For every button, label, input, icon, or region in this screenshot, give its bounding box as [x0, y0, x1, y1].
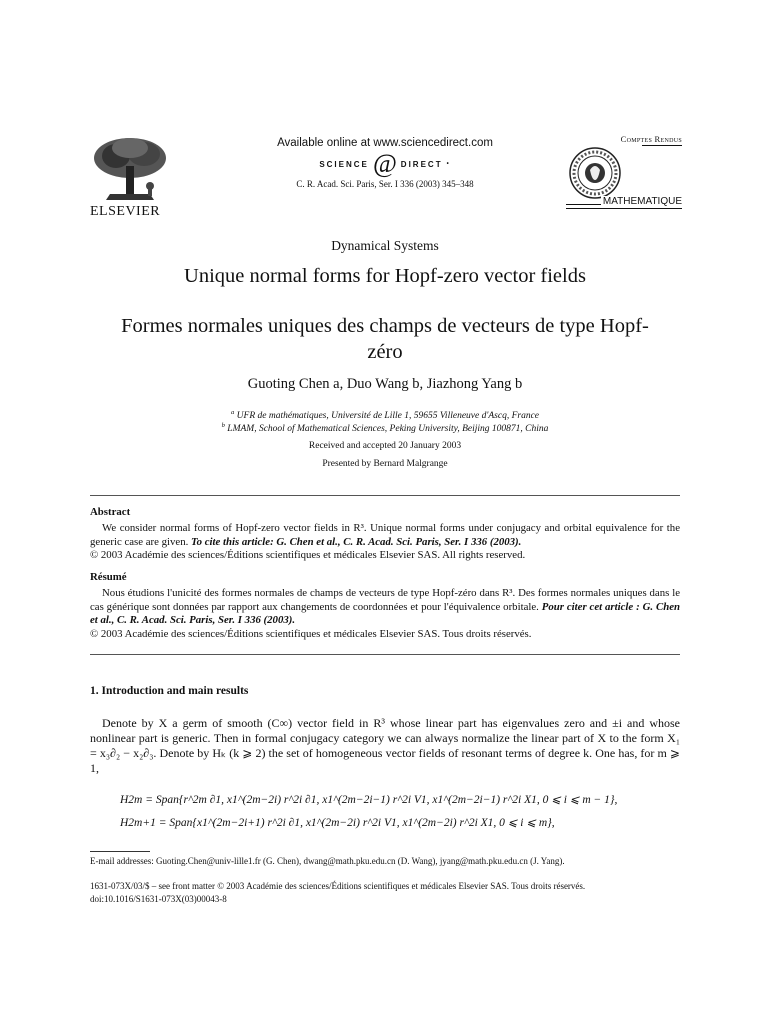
resume-copyright: © 2003 Académie des sciences/Éditions scientifiques et médicales Elsevier SAS. Tous droits réservés.	[90, 627, 532, 640]
affiliation-a	[0, 409, 770, 421]
resume-text: Nous étudions l'unicité des formes normales de champs de vecteurs de type Hopf-zéro dans R³. Des formes normales uniques dans le cas générique sont données par rapport aux changements de coordonnées et pour l'équivalence orbitale.	[90, 587, 680, 613]
journal-reference: C. R. Acad. Sci. Paris, Ser. I 336 (2003) 345–348	[296, 179, 474, 189]
resume-heading: Résumé	[90, 571, 127, 583]
intro-heading: 1. Introduction and main results	[90, 685, 249, 697]
email-footnote: E-mail addresses: Guoting.Chen@univ-lille1.fr (G. Chen), dwang@math.pku.edu.cn (D. Wang), jyang@math.pku.edu.cn (J. Yang).	[90, 856, 565, 866]
journal-logo	[566, 136, 682, 214]
issn-line: 1631-073X/03/$ – see front matter © 2003 Académie des sciences/Éditions scientifiques et médicales Elsevier SAS. Tous droits réservés.	[90, 881, 586, 891]
affiliation-b-mark: b	[221, 422, 225, 429]
presented-by: Presented by Bernard Malgrange	[322, 459, 448, 469]
abstract-text: We consider normal forms of Hopf-zero vector fields in R³. Unique normal forms under conjugacy and orbital equivalence for the generic case are given.	[90, 522, 680, 548]
affiliation-b-text: LMAM, School of Mathematical Sciences, Peking University, Beijing 100871, China	[227, 424, 549, 435]
publisher-name: ELSEVIER	[90, 204, 161, 219]
intro-paragraph: Denote by X a germ of smooth (C∞) vector field in R³ whose linear part has eigenvalues zero and ±i and whose nonlinear part is generic. Then in formal conjugacy category we can always normalize the linear part of X to the form X₁ = x₃∂₂ − x₂∂₃. Denote by Hₖ (k ⩾ 2) the set of homogeneous vector fields of resonant terms of degree k. One has, for m ⩾ 1,	[90, 716, 680, 775]
received-date: Received and accepted 20 January 2003	[308, 441, 462, 451]
equation-h2m: H2m = Span{r^2m ∂1, x1^(2m−2i) r^2i ∂1, x1^(2m−2i−1) r^2i V1, x1^(2m−2i−1) r^2i X1, 0 ⩽ i ⩽ m − 1},	[120, 794, 618, 806]
authors: Guoting Chen a, Duo Wang b, Jiazhong Yang b	[247, 376, 523, 392]
affiliation-b	[0, 422, 770, 434]
abstract-cite: To cite this article: G. Chen et al., C. R. Acad. Sci. Paris, Ser. I 336 (2003).	[191, 535, 522, 548]
affiliation-a-text: UFR de mathématiques, Université de Lille 1, 59655 Villeneuve d'Ascq, France	[236, 411, 540, 422]
divider-top	[90, 495, 680, 496]
science-word: SCIENCE	[319, 159, 369, 169]
elsevier-tree-icon	[90, 136, 170, 202]
academie-seal-icon	[568, 146, 622, 200]
footnote-rule	[90, 851, 150, 852]
title-french: Formes normales uniques des champs de vecteurs de type Hopf-zéro	[121, 315, 649, 363]
abstract-copyright: © 2003 Académie des sciences/Éditions scientifiques et médicales Elsevier SAS. All rights reserved.	[90, 549, 526, 561]
divider-bottom	[90, 654, 680, 655]
available-online-link[interactable]: Available online at www.sciencedirect.com	[277, 137, 493, 149]
equation-h2m1: H2m+1 = Span{x1^(2m−2i+1) r^2i ∂1, x1^(2m−2i) r^2i V1, x1^(2m−2i) r^2i X1, 0 ⩽ i ⩽ m},	[120, 817, 555, 829]
journal-name-top: Comptes Rendus	[620, 134, 682, 144]
doi-line: doi:10.1016/S1631-073X(03)00043-8	[90, 894, 227, 904]
abstract-heading: Abstract	[90, 506, 131, 518]
sciencedirect-logo: SCIENCE @ DIRECT •	[319, 149, 451, 178]
affiliation-a-mark: a	[230, 409, 235, 416]
resume-cite: Pour citer cet article : G. Chen et al., C. R. Acad. Sci. Paris, Ser. I 336 (2003).	[90, 600, 681, 626]
journal-name-bottom: MATHEMATIQUE	[602, 196, 682, 207]
at-icon: @	[372, 149, 397, 178]
title-english: Unique normal forms for Hopf-zero vector fields	[184, 265, 586, 287]
section-label: Dynamical Systems	[331, 238, 439, 253]
header-center	[215, 137, 555, 189]
abstract-body	[90, 522, 680, 563]
direct-word: DIRECT	[400, 159, 443, 169]
resume-body	[90, 587, 680, 641]
